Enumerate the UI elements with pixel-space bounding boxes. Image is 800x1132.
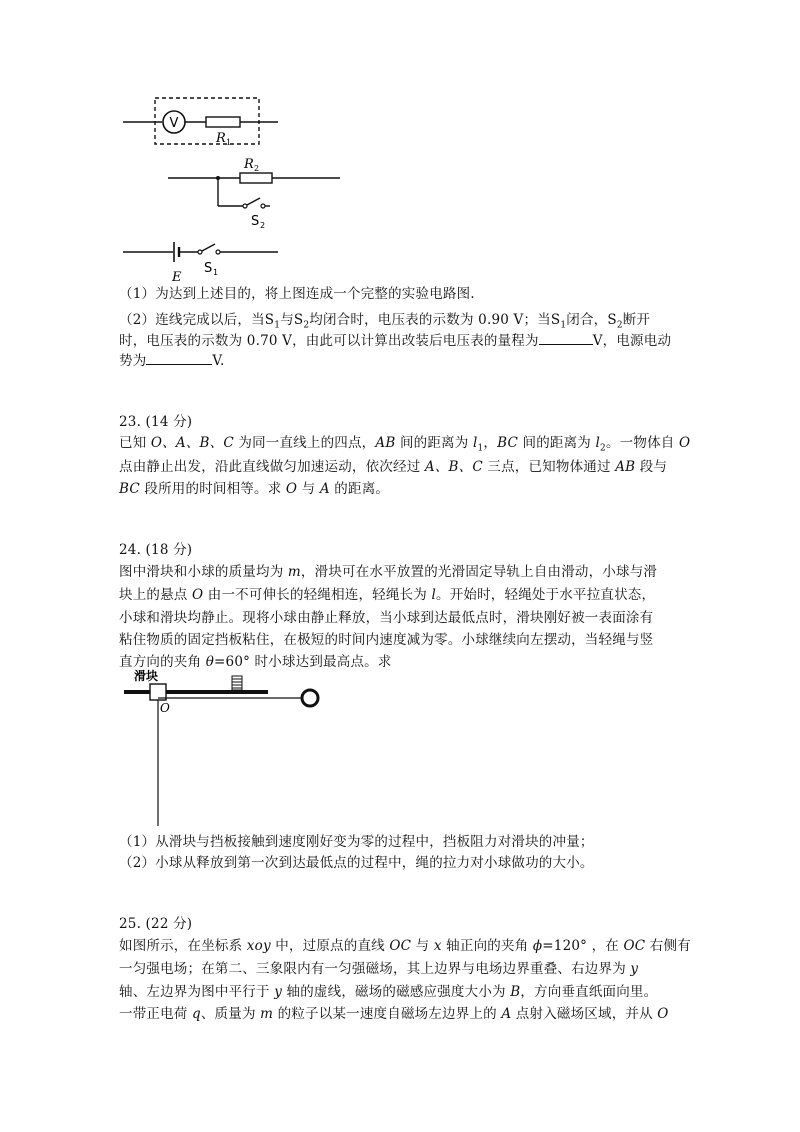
resistor-r2: [240, 173, 272, 183]
q22-part2-line3: 势为 V.: [119, 350, 225, 371]
q24-part2: （2）小球从释放到第一次到达最低点的过程中，绳的拉力对小球做功的大小。: [119, 855, 594, 871]
s2-subscript: 2: [260, 221, 266, 230]
answer-blank-emf[interactable]: [146, 350, 212, 365]
q25-line3: 轴、左边界为图中平行于 y 轴的虚线，磁场的磁感应强度大小为 B，方向垂直纸面向里。: [119, 984, 658, 1000]
q25-line2: 一匀强电场；在第二、三象限内有一匀强磁场，其上边界与电场边界重叠、右边界为 y: [119, 961, 639, 977]
q24-line5: 直方向的夹角 θ=60° 时小球达到最高点。求: [119, 654, 392, 670]
q24-heading: 24. (18 分): [119, 542, 193, 558]
s1-subscript: 1: [213, 268, 219, 277]
q23-line3: BC 段所用的时间相等。求 O 与 A 的距离。: [119, 481, 390, 497]
r2-label: R: [244, 157, 254, 172]
r1-subscript: 1: [226, 138, 232, 147]
voltmeter-label: V: [169, 116, 179, 131]
pivot-o-label: O: [160, 701, 170, 715]
q24-part1: （1）从滑块与挡板接触到速度刚好变为零的过程中，挡板阻力对滑块的冲量；: [119, 834, 594, 850]
q23-line1: 已知 O、A、B、C 为同一直线上的四点，AB 间的距离为 $l_1$，BC 间的距离为 $l_2$。一物体自 O: [119, 435, 691, 454]
q25-line4: 一带正电荷 q、质量为 m 的粒子以某一速度自磁场左边界上的 A 点射入磁场区域，并从 O: [119, 1006, 669, 1022]
q24-line3: 小球和滑块均静止。现将小球由静止释放，当小球到达最低点时，滑块刚好被一表面涂有: [119, 610, 654, 626]
switch-s1-pivot: [198, 250, 202, 254]
q24-line1: 图中滑块和小球的质量均为 m，滑块可在水平放置的光滑固定导轨上自由滑动，小球与滑: [119, 564, 658, 580]
q25-heading: 25. (22 分): [119, 916, 193, 932]
answer-blank-range[interactable]: [539, 330, 593, 345]
circuit-diagram: [118, 92, 358, 288]
q22-part2-line1: （2）连线完成以后，当$S_1$与$S_2$均闭合时，电压表的示数为 0.90 V；当$S_1$闭合，$S_2$断开: [119, 312, 651, 331]
q22-part2-line2: 时，电压表的示数为 0.70 V，由此可以计算出改装后电压表的量程为 V，电源电动: [119, 330, 671, 351]
ball: [302, 690, 318, 706]
q24-line4: 粘住物质的固定挡板粘住，在极短的时间内速度减为零。小球继续向左摆动，当轻绳与竖: [119, 632, 654, 648]
s2-label: S: [251, 214, 260, 229]
resistor-r1: [206, 117, 240, 127]
r1-label: R: [216, 131, 226, 146]
q23-line2: 点由静止出发，沿此直线做匀加速运动，依次经过 A、B、C 三点，已知物体通过 AB 段与: [119, 459, 668, 475]
q23-heading: 23. (14 分): [119, 414, 193, 430]
q22-part1: （1）为达到上述目的，将上图连成一个完整的实验电路图.: [119, 286, 475, 302]
q25-line1: 如图所示，在坐标系 xoy 中，过原点的直线 OC 与 x 轴正向的夹角 ϕ=120° ，在 OC 右侧有: [119, 938, 691, 954]
slider-pendulum-figure: [118, 668, 338, 828]
e-label: E: [172, 270, 182, 285]
r2-subscript: 2: [254, 164, 260, 173]
s1-label: S: [204, 261, 213, 276]
q24-line2: 块上的悬点 O 由一不可伸长的轻绳相连，轻绳长为 l。开始时，轻绳处于水平拉直状态，: [119, 587, 656, 603]
slider-label: 滑块: [134, 669, 159, 683]
switch-s2-pivot: [243, 204, 247, 208]
